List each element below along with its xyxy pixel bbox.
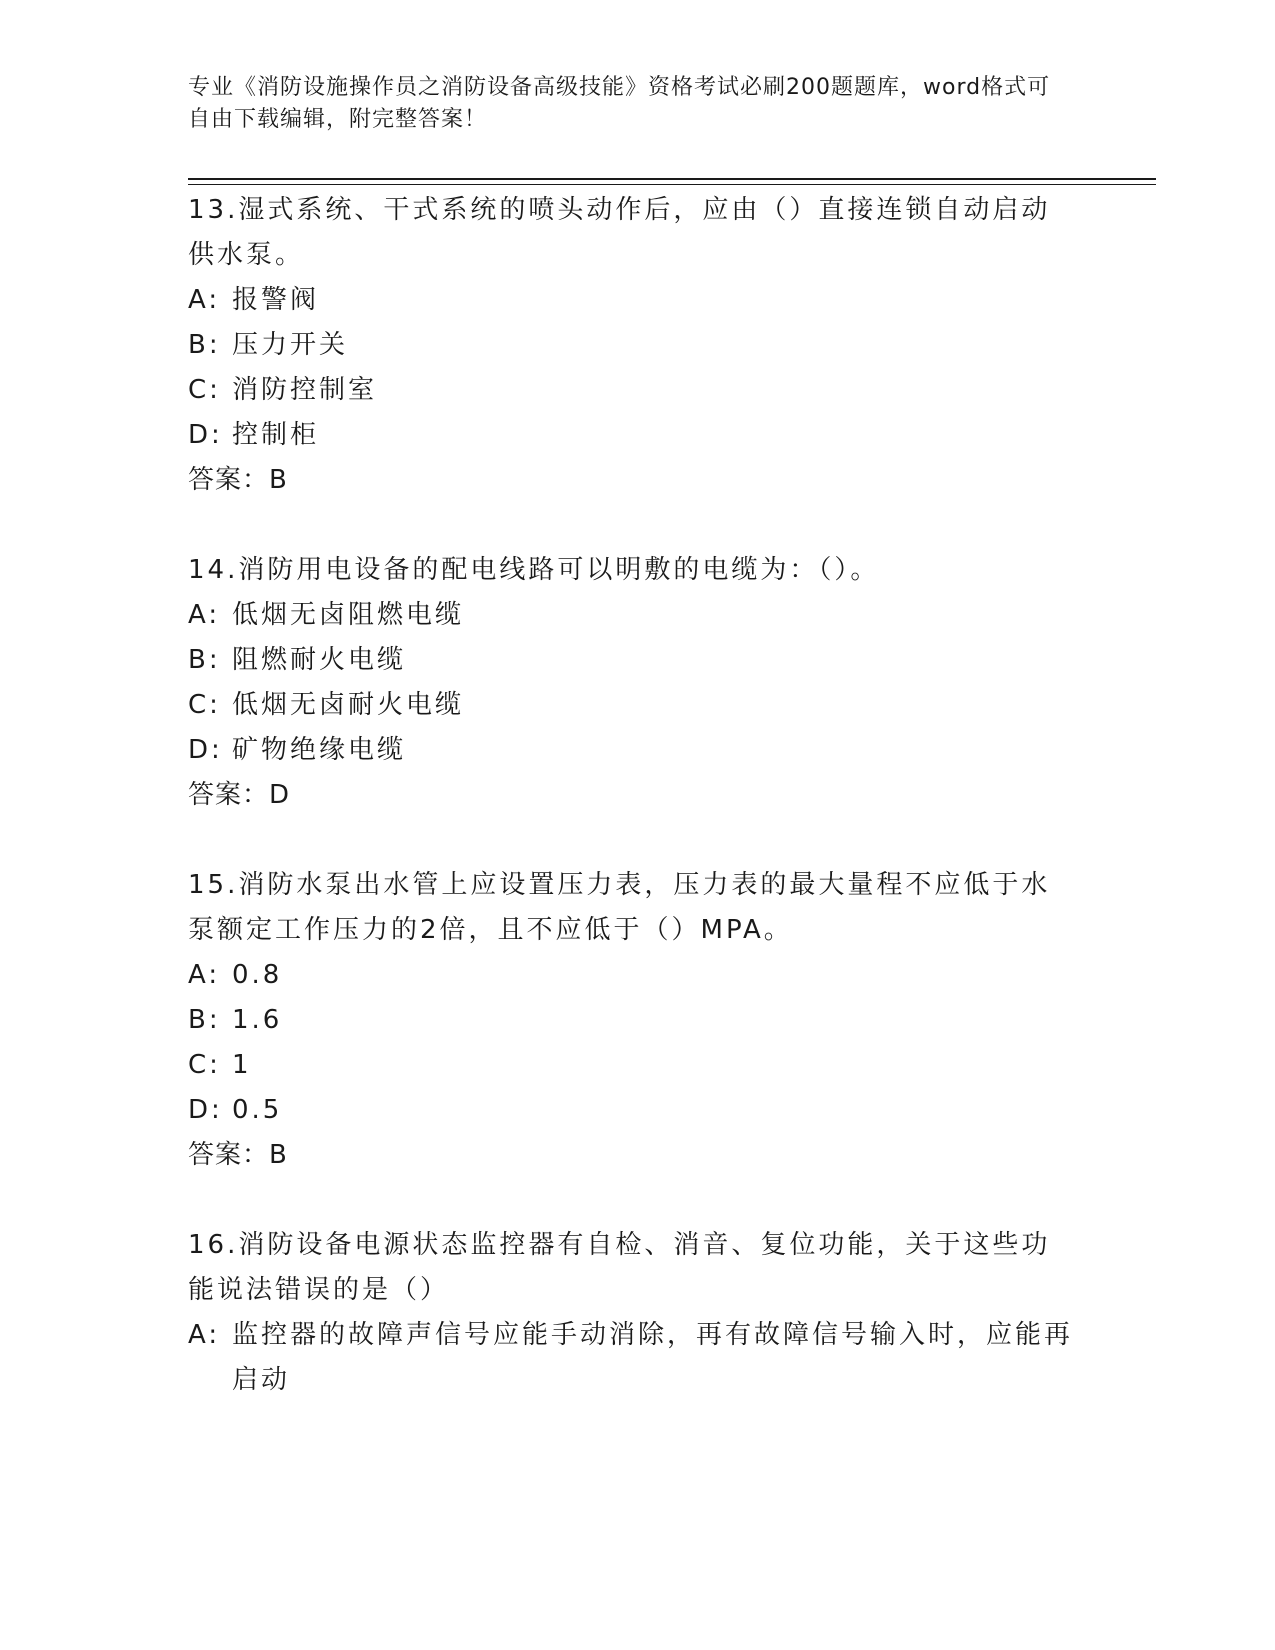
answer-line: 答案：B <box>188 1140 288 1170</box>
option-letter: D: <box>188 1095 223 1125</box>
answer-line: 答案：D <box>188 780 291 810</box>
option-letter: B: <box>188 645 221 675</box>
option-text: 低烟无卤耐火电缆 <box>232 690 465 720</box>
question-stem: 14.消防用电设备的配电线路可以明敷的电缆为：（）。 <box>188 555 880 585</box>
option-text: 0.5 <box>232 1095 283 1125</box>
option-letter: A: <box>188 960 221 990</box>
option-c <box>188 368 1078 413</box>
option-b <box>188 638 1078 683</box>
option-d <box>188 1088 1078 1133</box>
option-letter: A: <box>188 1320 221 1350</box>
option-text: 压力开关 <box>232 330 349 360</box>
question-13 <box>188 188 1078 503</box>
header-divider-thin <box>188 184 1156 185</box>
question-15 <box>188 863 1078 1178</box>
option-text: 矿物绝缘电缆 <box>232 735 407 765</box>
option-a <box>188 593 1078 638</box>
option-c <box>188 1043 1078 1088</box>
option-letter: A: <box>188 285 221 315</box>
option-letter: B: <box>188 330 221 360</box>
header-divider-thick <box>188 178 1156 180</box>
question-stem: 13.湿式系统、干式系统的喷头动作后，应由（）直接连锁自动启动供水泵。 <box>188 195 1051 270</box>
question-16 <box>188 1223 1078 1403</box>
option-letter: C: <box>188 375 221 405</box>
option-letter: A: <box>188 600 221 630</box>
option-text: 低烟无卤阻燃电缆 <box>232 600 465 630</box>
option-text: 控制柜 <box>232 420 320 450</box>
option-text: 阻燃耐火电缆 <box>232 645 407 675</box>
option-a <box>188 278 1078 323</box>
option-a <box>188 953 1078 998</box>
question-14 <box>188 548 1078 818</box>
option-letter: B: <box>188 1005 221 1035</box>
option-letter: D: <box>188 735 223 765</box>
option-text: 1.6 <box>232 1005 283 1035</box>
option-c <box>188 683 1078 728</box>
answer-line: 答案：B <box>188 465 288 495</box>
option-text: 0.8 <box>232 960 283 990</box>
option-letter: C: <box>188 690 221 720</box>
option-text: 报警阀 <box>232 285 320 315</box>
question-list <box>188 188 1078 1448</box>
option-b <box>188 323 1078 368</box>
option-a <box>188 1313 1078 1403</box>
option-b <box>188 998 1078 1043</box>
option-letter: D: <box>188 420 223 450</box>
option-letter: C: <box>188 1050 221 1080</box>
option-d <box>188 728 1078 773</box>
question-stem: 15.消防水泵出水管上应设置压力表，压力表的最大量程不应低于水泵额定工作压力的2倍，且不应低于（）MPA。 <box>188 870 1051 945</box>
option-d <box>188 413 1078 458</box>
option-text: 监控器的故障声信号应能手动消除，再有故障信号输入时，应能再启动 <box>232 1320 1074 1395</box>
document-header: 专业《消防设施操作员之消防设备高级技能》资格考试必刷200题题库，word格式可自由下载编辑，附完整答案！ <box>188 75 1051 132</box>
question-stem: 16.消防设备电源状态监控器有自检、消音、复位功能，关于这些功能说法错误的是（） <box>188 1230 1051 1305</box>
option-text: 消防控制室 <box>232 375 378 405</box>
option-text: 1 <box>232 1050 252 1080</box>
